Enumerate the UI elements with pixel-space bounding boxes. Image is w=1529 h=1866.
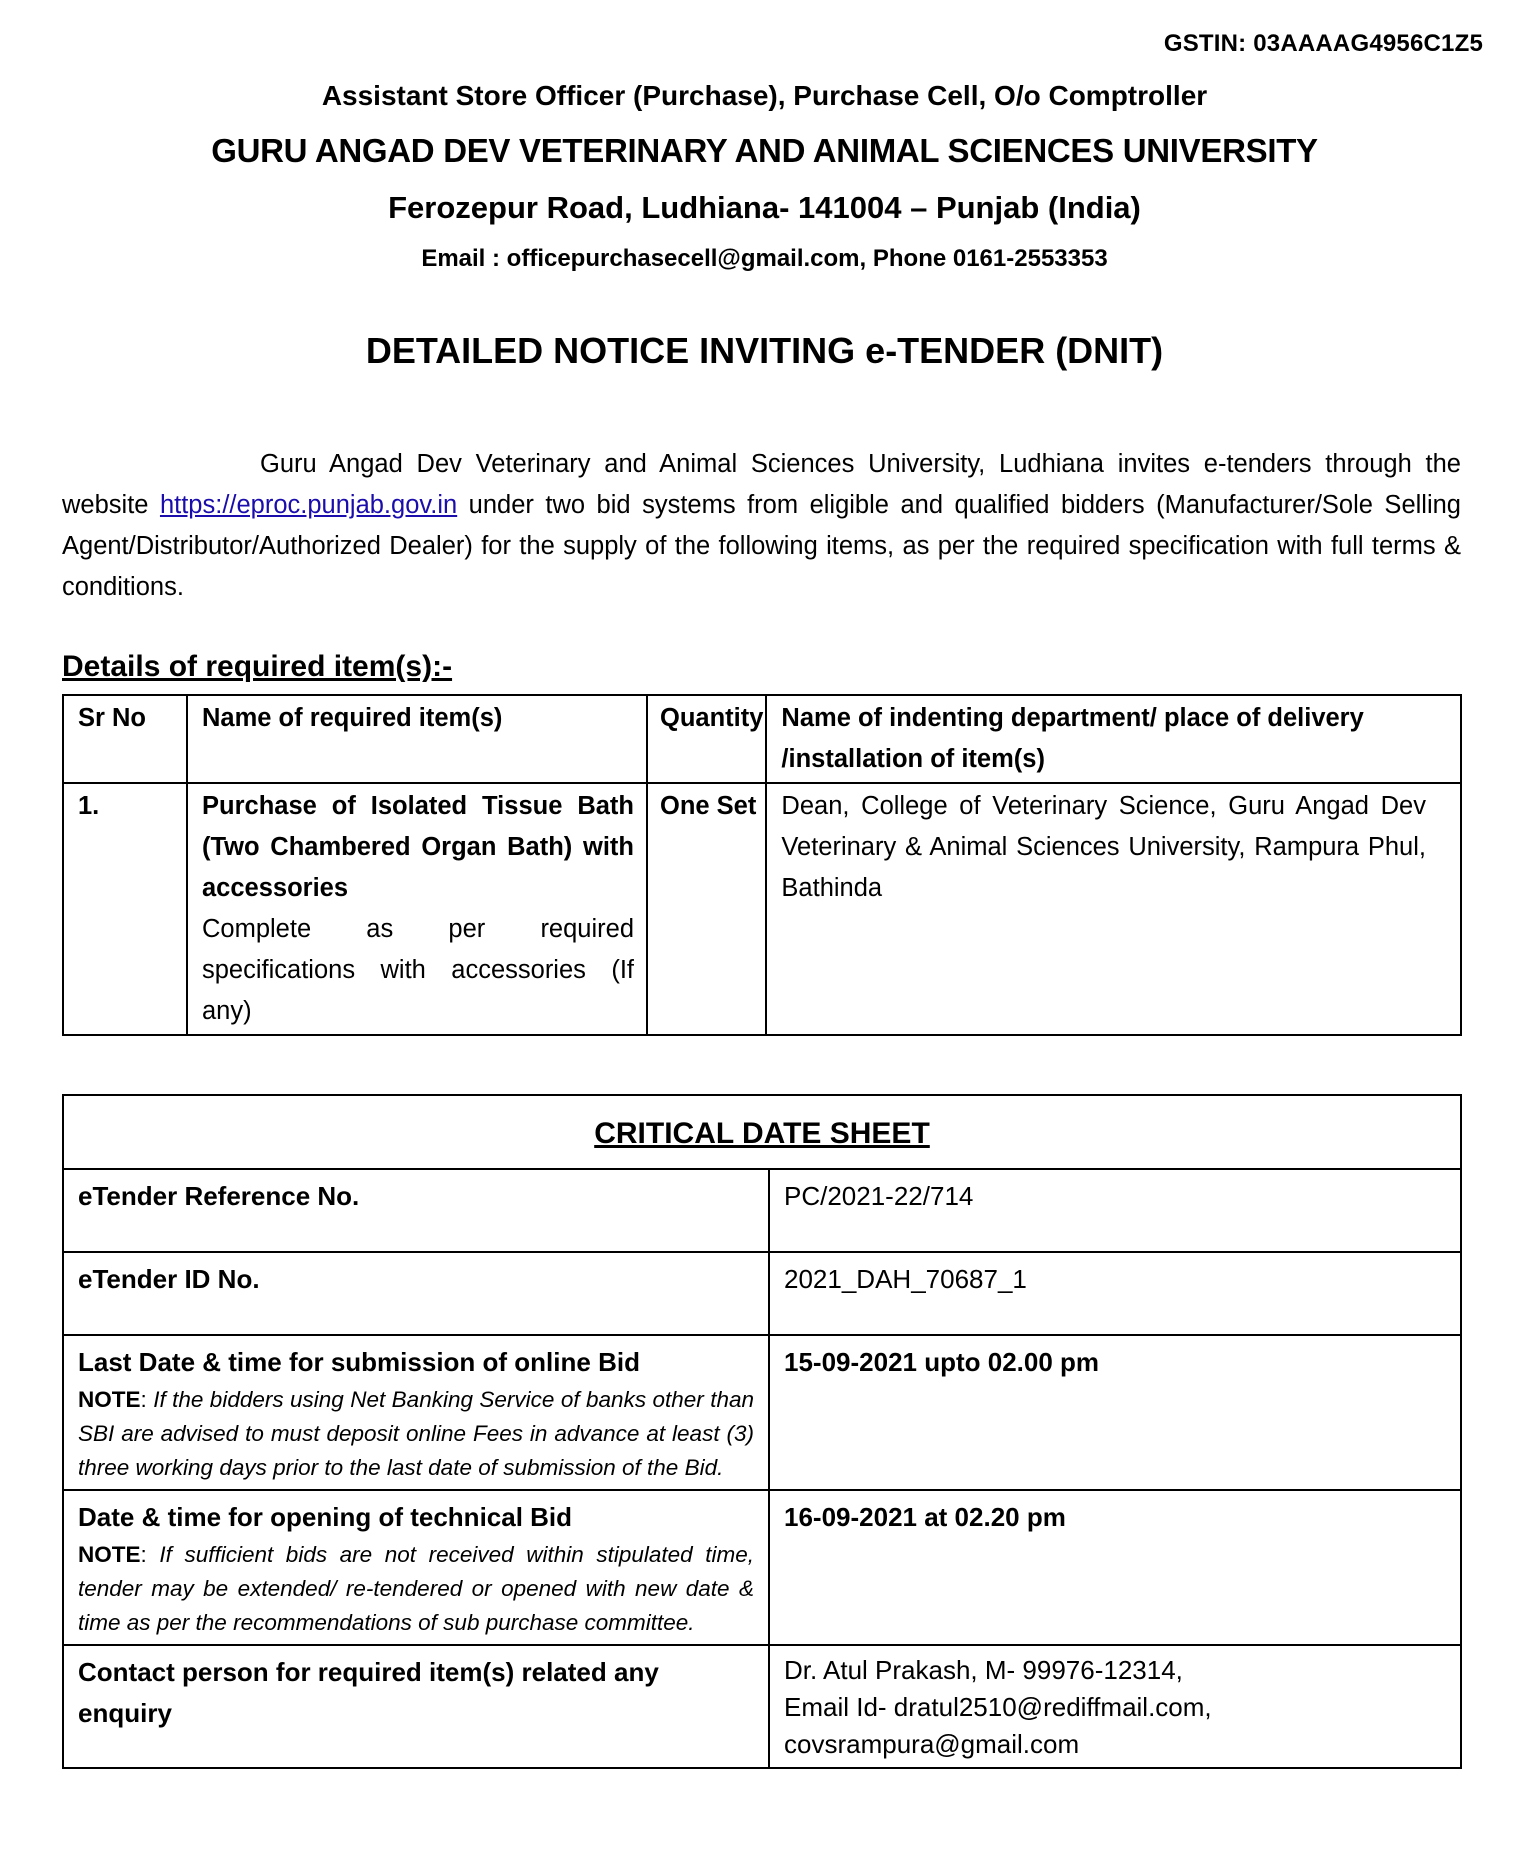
intro-text-1: Guru Angad Dev Veterinary and Animal Sciences University, Ludhiana invites e-tenders through the website <box>62 450 1461 519</box>
university-name: GURU ANGAD DEV VETERINARY AND ANIMAL SCIENCES UNIVERSITY <box>211 132 1318 169</box>
opening-note: NOTE: If sufficient bids are not received within stipulated time, tender may be extended/ re-tendered or opened with new date & time as per the recommendations of sub purchase committee. <box>78 1542 754 1635</box>
submission-date-value: 15-09-2021 upto 02.00 pm <box>769 1335 1461 1490</box>
table-row <box>63 1252 1461 1335</box>
item-sr: 1. <box>63 783 187 1035</box>
contact-email-2: covsrampura@gmail.com <box>784 1729 1080 1759</box>
table-row <box>63 1490 1461 1645</box>
tender-id-label: eTender ID No. <box>63 1252 769 1335</box>
item-quantity: One Set <box>647 783 766 1035</box>
university-address: Ferozepur Road, Ludhiana- 141004 – Punjab (India) <box>388 190 1141 225</box>
col-quantity: Quantity <box>647 695 766 783</box>
note-text: If sufficient bids are not received within stipulated time, tender may be extended/ re-tendered or opened with new date & time as per the recommendations of sub purchase committee. <box>78 1542 754 1635</box>
intro-text-2: under two bid systems from eligible and qualified bidders (Manufacturer/Sole Selling Agent/Distributor/Authorized Dealer) for the supply of the following items, as per the required specification with full terms & conditions. <box>62 491 1461 601</box>
items-table <box>62 694 1462 1036</box>
items-table-header <box>63 695 1461 783</box>
contact-name-phone: Dr. Atul Prakash, M- 99976-12314, <box>784 1655 1183 1685</box>
item-name: Purchase of Isolated Tissue Bath (Two Chambered Organ Bath) with accessories <box>202 792 634 902</box>
reference-no-label: eTender Reference No. <box>63 1169 769 1252</box>
contact-email-1: Email Id- dratul2510@rediffmail.com, <box>784 1692 1212 1722</box>
item-department: Dean, College of Veterinary Science, Guru Angad Dev Veterinary & Animal Sciences University, Rampura Phul, Bathinda <box>766 783 1461 1035</box>
note-text: If the bidders using Net Banking Service of banks other than SBI are advised to must deposit online Fees in advance at least (3) three working days prior to the last date of submission of the Bid. <box>78 1387 754 1480</box>
note-key: NOTE <box>78 1387 141 1412</box>
col-department: Name of indenting department/ place of delivery /installation of item(s) <box>766 695 1461 783</box>
gstin-number: GSTIN: 03AAAAG4956C1Z5 <box>1163 30 1483 57</box>
submission-date-label-cell <box>63 1335 769 1490</box>
submission-note: NOTE: If the bidders using Net Banking Service of banks other than SBI are advised to must deposit online Fees in advance at least (3) three working days prior to the last date of submission of the Bid. <box>78 1387 754 1480</box>
item-name-cell <box>187 783 647 1035</box>
col-sr-no: Sr No <box>63 695 187 783</box>
document-title: DETAILED NOTICE INVITING e-TENDER (DNIT) <box>365 330 1164 371</box>
opening-date-label: Date & time for opening of technical Bid <box>78 1502 573 1532</box>
office-name: Assistant Store Officer (Purchase), Purchase Cell, O/o Comptroller <box>321 80 1208 111</box>
contact-person-label: Contact person for required item(s) related any enquiry <box>63 1645 769 1768</box>
eproc-link[interactable]: https://eproc.punjab.gov.in <box>159 491 458 519</box>
contact-person-value <box>769 1645 1461 1768</box>
table-row <box>63 1169 1461 1252</box>
item-description: Complete as per required specifications with accessories (If any) <box>202 915 634 1025</box>
contact-line: Email : officepurchasecell@gmail.com, Phone 0161-2553353 <box>421 245 1108 272</box>
note-key: NOTE <box>78 1542 141 1567</box>
reference-no-value: PC/2021-22/714 <box>769 1169 1461 1252</box>
col-item-name: Name of required item(s) <box>187 695 647 783</box>
table-row <box>63 1335 1461 1490</box>
items-section-heading: Details of required item(s):- <box>62 650 453 683</box>
date-sheet-caption: CRITICAL DATE SHEET <box>63 1095 1461 1169</box>
opening-date-label-cell <box>63 1490 769 1645</box>
critical-date-sheet <box>62 1094 1462 1769</box>
table-row <box>63 1645 1461 1768</box>
opening-date-value: 16-09-2021 at 02.20 pm <box>769 1490 1461 1645</box>
intro-paragraph <box>62 444 1461 608</box>
submission-date-label: Last Date & time for submission of online Bid <box>78 1347 640 1377</box>
table-row <box>63 783 1461 1035</box>
tender-id-value: 2021_DAH_70687_1 <box>769 1252 1461 1335</box>
